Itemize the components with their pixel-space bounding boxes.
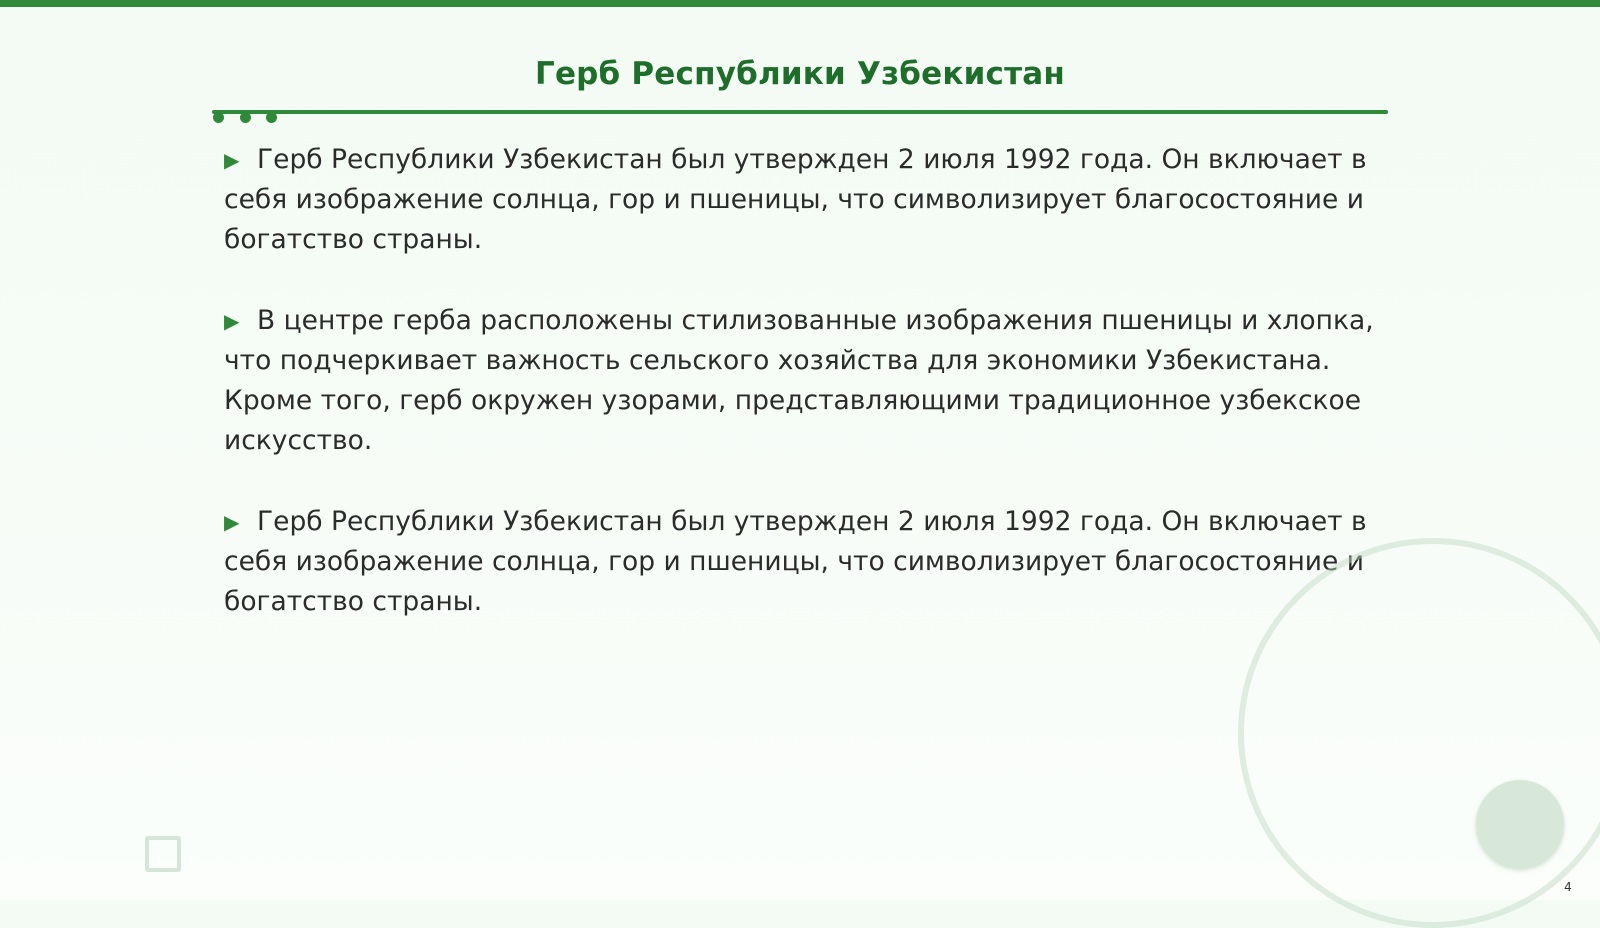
- triangle-bullet-icon: ▶: [224, 309, 240, 333]
- bullet-item-3: [224, 502, 1384, 622]
- bullet-item-1: [224, 140, 1384, 260]
- decorative-square: [145, 836, 181, 872]
- bullet-item-2: [224, 301, 1384, 461]
- decorative-dot: [266, 112, 277, 123]
- bullet-text: Герб Республики Узбекистан был утвержден 2 июля 1992 года. Он включает в себя изображение солнца, гор и пшеницы, что символизирует благосостояние и богатство страны.: [224, 144, 1367, 255]
- slide-title: Герб Республики Узбекистан: [534, 56, 1065, 92]
- triangle-bullet-icon: ▶: [224, 510, 240, 534]
- bullet-text: В центре герба расположены стилизованные изображения пшеницы и хлопка, что подчеркивает важность сельского хозяйства для экономики Узбекистана. Кроме того, герб окружен узорами, представляющими традиционное узбекское искусство.: [224, 305, 1374, 456]
- page-number: 4: [1564, 880, 1572, 894]
- title-underline: [212, 110, 1388, 114]
- decorative-dot: [213, 112, 224, 123]
- bullet-text: Герб Республики Узбекистан был утвержден 2 июля 1992 года. Он включает в себя изображение солнца, гор и пшеницы, что символизирует благосостояние и богатство страны.: [224, 506, 1367, 617]
- decorative-ring: [1238, 538, 1600, 928]
- top-accent-bar: [0, 0, 1600, 7]
- bullet-list: [224, 140, 1384, 663]
- decorative-circle: [1476, 780, 1564, 868]
- triangle-bullet-icon: ▶: [224, 148, 240, 172]
- decorative-dot: [240, 112, 251, 123]
